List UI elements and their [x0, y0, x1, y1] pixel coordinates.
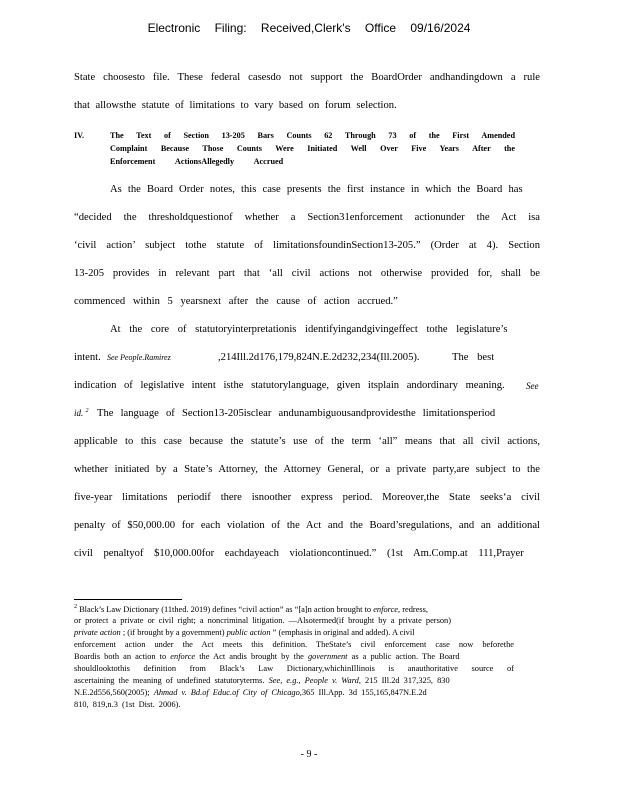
footnote-ref: 2: [85, 408, 89, 414]
body-line: five-year limitations periodif there isnoother express period. Moreover,the State seeks‘a civil: [74, 492, 540, 503]
footnote-line: or protect a private or civil right; a noncriminal litigation. —Alsotermed(if brought by a private person): [74, 616, 451, 625]
body-line: “decided the thresholdquestionof whether a Section31enforcement actionunder the Act isa: [74, 212, 540, 223]
section-heading-line: Complaint Because Those Counts Were Initiated Well Over Five Years After the: [110, 144, 515, 153]
footnote-line: Boardis both an action to enforce the Act andis brought by the government as a public action. The Board: [74, 652, 460, 661]
body-line: commenced within 5 yearsnext after the cause of action accrued.”: [74, 296, 398, 307]
footnote-line: N.E.2d556,560(2005); Ahmad v. Bd.of Educ.of City of Chicago,365 Ill.App. 3d 155,165,847N.E.2d: [74, 688, 427, 697]
citation-signal: id. $^2$: [74, 408, 89, 418]
body-line: that allowsthe statute of limitations to vary based on forum selection.: [74, 100, 397, 111]
body-line: As the Board Order notes, this case presents the first instance in which the Board has: [110, 184, 523, 195]
body-line: ,214Ill.2d176,179,824N.E.2d232,234(Ill.2005).: [218, 352, 420, 363]
body-line: 13-205 provides in relevant part that ‘all civil actions not otherwise provided for, shall be: [74, 268, 540, 279]
body-line: ‘civil action’ subject tothe statute of limitationsfoundinSection13-205.” (Order at 4). Section: [74, 240, 540, 251]
body-line: indication of legislative intent isthe statutorylanguage, given itsplain andordinary meaning.: [74, 380, 505, 391]
footnote-line: private action ; (if brought by a government) public action ” (emphasis in original and added). A civil: [74, 628, 415, 637]
body-line: penalty of $50,000.00 for each violation of the Act and the Board’sregulations, and an additional: [74, 520, 540, 531]
footnote-line: ascertaining the meaning of undefined statutoryterms. See, e.g., People v. Ward, 215 Ill.2d 317,325, 830: [74, 676, 450, 685]
body-line: whether initiated by a State’s Attorney, the Attorney General, or a private party,are subject to the: [74, 464, 540, 475]
body-line: At the core of statutoryinterpretationis identifyingandgivingeffect tothe legislature’s: [110, 324, 508, 335]
page-number: - 9 -: [300, 749, 318, 760]
footnote-mark: 2: [74, 604, 77, 610]
body-line: State choosesto file. These federal casesdo not support the BoardOrder andhandingdown a rule: [74, 72, 540, 83]
footnote-separator: [74, 599, 182, 600]
footnote-line: $^2$ Black’s Law Dictionary (11thed. 2019) defines “civil action” as “[a]n action brought to enforce, redress,: [74, 604, 429, 614]
efiling-header: Electronic Filing: Received,Clerk's Office 09/16/2024: [147, 21, 471, 35]
section-number: IV.: [74, 131, 85, 140]
body-line: The best: [452, 352, 495, 363]
body-line: The language of Section13-205isclear andunambiguousandprovidesthe limitationsperiod: [97, 408, 496, 419]
case-citation: See People.Ramirez: [107, 353, 171, 362]
footnote-line: shouldlooktothis definition from Black’s Law Dictionary,whichinIllinois is anauthoritative source of: [74, 664, 514, 673]
section-heading-line: Enforcement ActionsAllegedly Accrued: [110, 157, 284, 166]
body-line: applicable to this case because the statute’s use of the term ‘all” means that all civil actions,: [74, 436, 540, 447]
body-line: civil penaltyof $10,000.00for eachdayeach violationcontinued.” (1st Am.Comp.at 111,Prayer: [74, 548, 524, 559]
citation-signal: See: [526, 381, 539, 391]
footnote-line: 810, 819,n.3 (1st Dist. 2006).: [74, 700, 181, 709]
section-heading-line: The Text of Section 13-205 Bars Counts 62 Through 73 of the First Amended: [110, 131, 515, 140]
footnote-line: enforcement action under the Act meets this definition. TheState’s civil enforcement case now beforethe: [74, 640, 514, 649]
body-line: intent.: [74, 352, 101, 363]
